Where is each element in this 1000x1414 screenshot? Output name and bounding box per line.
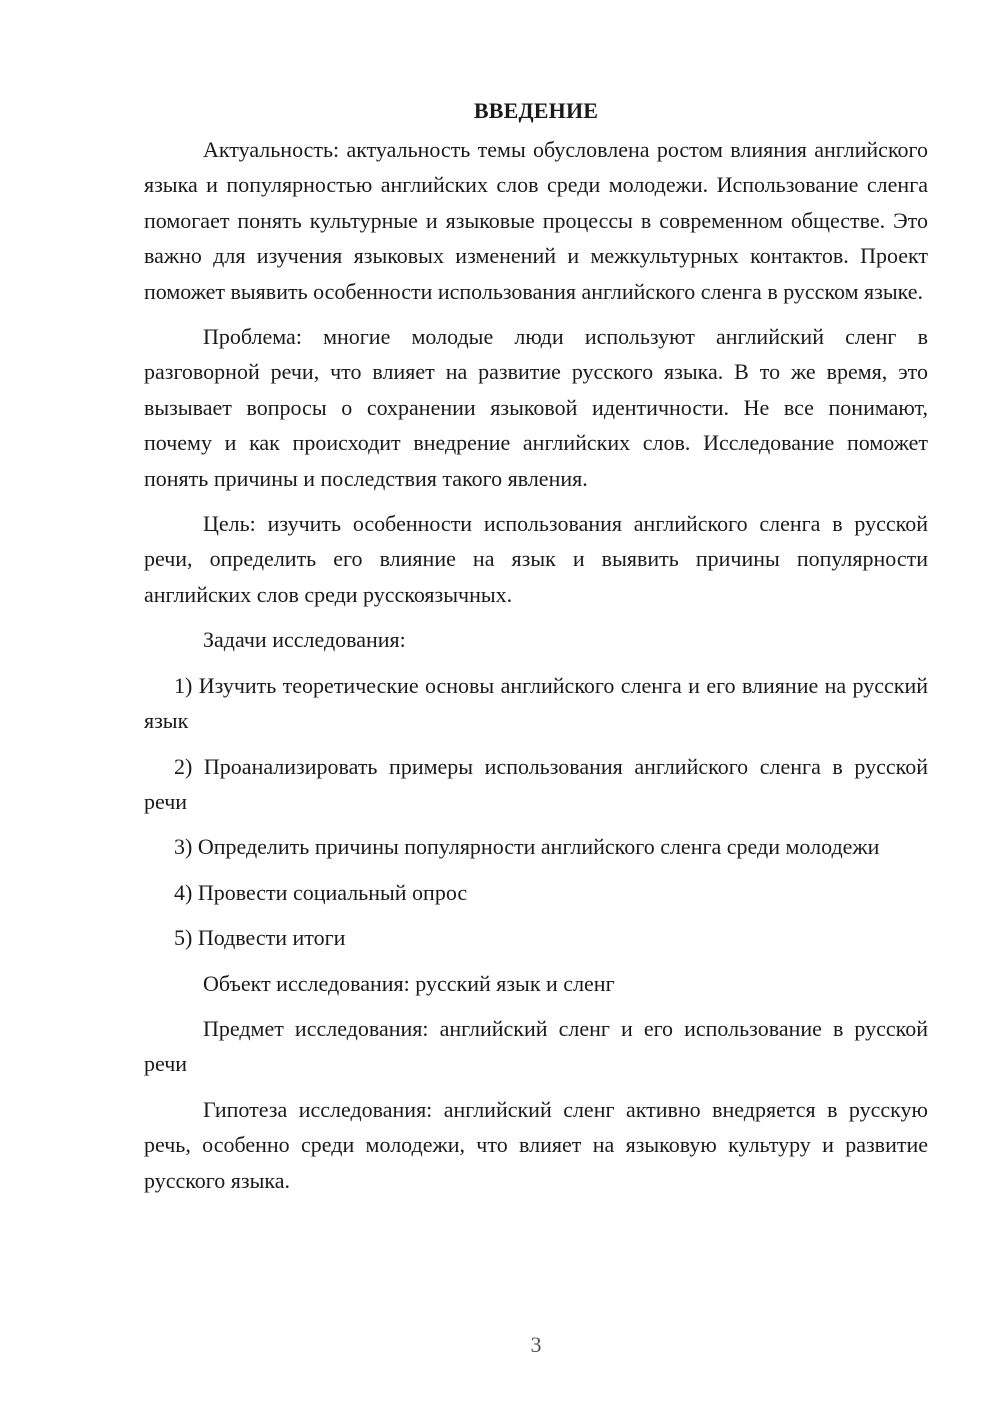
paragraph-object: Объект исследования: русский язык и сленг <box>203 970 615 996</box>
paragraph-subject: Предмет исследования: английский сленг и его использование в русской речи <box>144 1015 928 1077</box>
task-item-1: 1) Изучить теоретические основы английского сленга и его влияние на русский язык <box>144 672 928 734</box>
paragraph-problem: Проблема: многие молодые люди используют английский сленг в разговорной речи, что влияет на развитие русского языка. В то же время, это вызывает вопросы о сохранении языковой идентичности. Не все понимают, почему и как происходит внедрение английских слов. Исследование поможет понять причины и последствия такого явления. <box>144 324 928 491</box>
document-body <box>144 93 928 1208</box>
task-item-4: 4) Провести социальный опрос <box>174 879 468 905</box>
task-item-3: 3) Определить причины популярности английского сленга среди молодежи <box>174 834 880 860</box>
paragraph-relevance: Актуальность: актуальность темы обусловлена ростом влияния английского языка и популярностью английских слов среди молодежи. Использование сленга помогает понять культурные и языковые процессы в современном обществе. Это важно для изучения языковых изменений и межкультурных контактов. Проект поможет выявить особенности использования английского сленга в русском языке. <box>144 137 928 304</box>
paragraph-goal: Цель: изучить особенности использования английского сленга в русской речи, определить его влияние на язык и выявить причины популярности английских слов среди русскоязычных. <box>144 511 928 607</box>
section-title: ВВЕДЕНИЕ <box>473 98 599 123</box>
tasks-heading: Задачи исследования: <box>203 627 406 653</box>
page-number: 3 <box>530 1332 542 1357</box>
task-item-2: 2) Проанализировать примеры использования английского сленга в русской речи <box>144 753 928 814</box>
paragraph-hypothesis: Гипотеза исследования: английский сленг активно внедряется в русскую речь, особенно среди молодежи, что влияет на языковую культуру и развитие русского языка. <box>144 1096 928 1193</box>
task-item-5: 5) Подвести итоги <box>174 925 346 951</box>
